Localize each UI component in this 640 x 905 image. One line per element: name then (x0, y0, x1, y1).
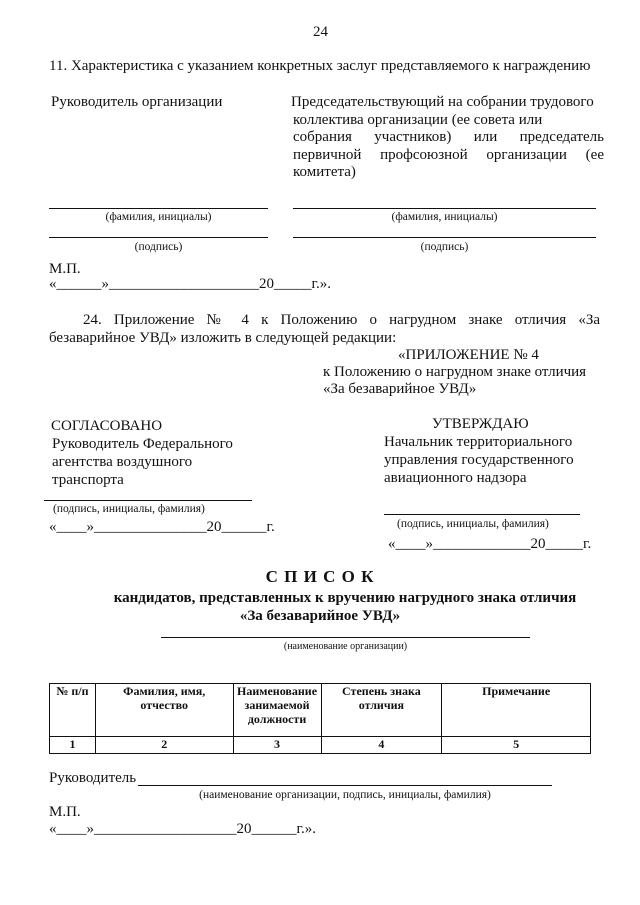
approve-signature-caption: (подпись, инициалы, фамилия) (397, 518, 549, 530)
approve-title: УТВЕРЖДАЮ (432, 416, 529, 432)
chair-line-3: собрания участников) или председатель (293, 129, 604, 145)
bottom-head-label: Руководитель (49, 770, 137, 786)
agreed-line-2: агентства воздушного (52, 454, 193, 470)
table-column-number-2: 2 (95, 737, 233, 754)
left-surname-caption: (фамилия, инициалы) (105, 211, 212, 223)
agreed-title: СОГЛАСОВАНО (51, 418, 163, 434)
agreed-signature-line (44, 500, 252, 501)
list-subtitle-1: кандидатов, представленных к вручению нагрудного знака отличия (113, 590, 577, 606)
signature-line-right-1 (293, 208, 596, 209)
approve-signature-line (384, 514, 580, 515)
left-signature-caption: (подпись) (134, 241, 183, 253)
appendix-title: «ПРИЛОЖЕНИЕ № 4 (398, 347, 539, 363)
table-column-number-3: 3 (233, 737, 321, 754)
appendix-line-2: к Положению о нагрудном знаке отличия (323, 364, 587, 380)
signature-line-right-2 (293, 237, 596, 238)
chair-line-4: первичной профсоюзной организации (ее (293, 147, 604, 163)
paragraph-24-line-1: 24. Приложение № 4 к Положению о нагрудном знаке отличия «За (83, 312, 600, 328)
signature-line-left-1 (49, 208, 268, 209)
right-signature-caption: (подпись) (420, 241, 469, 253)
item-11-heading: 11. Характеристика с указанием конкретных заслуг представляемого к награждению (49, 58, 591, 74)
bottom-stamp-place-label: М.П. (49, 804, 81, 820)
table-header-number: № п/п (50, 684, 96, 737)
agreed-line-3: транспорта (52, 472, 124, 488)
chair-line-1: Председательствующий на собрании трудового (291, 94, 594, 110)
approve-line-3: авиационного надзора (384, 470, 527, 486)
organization-name-line (161, 637, 530, 638)
table-header-position: Наименование занимаемой должности (233, 684, 321, 737)
agreed-signature-caption: (подпись, инициалы, фамилия) (53, 503, 205, 515)
right-surname-caption: (фамилия, инициалы) (391, 211, 498, 223)
approve-line-2: управления государственного (384, 452, 574, 468)
approve-date: «____»_____________20_____г. (388, 536, 592, 552)
head-of-organization-label: Руководитель организации (51, 94, 223, 110)
table-header-note: Примечание (442, 684, 591, 737)
chair-line-2: коллектива организации (ее совета или (293, 112, 543, 128)
bottom-head-caption: (наименование организации, подпись, инициалы, фамилия) (199, 789, 491, 801)
bottom-date-line: «____»___________________20______г.». (49, 821, 316, 837)
table-column-number-4: 4 (321, 737, 442, 754)
bottom-head-signature-line (138, 785, 552, 786)
table-column-number-1: 1 (50, 737, 96, 754)
chair-line-5: комитета) (293, 164, 356, 180)
approve-line-1: Начальник территориального (384, 434, 573, 450)
agreed-line-1: Руководитель Федерального (52, 436, 233, 452)
organization-name-caption: (наименование организации) (283, 641, 408, 652)
agreed-date: «____»_______________20______г. (49, 519, 275, 535)
signature-line-left-2 (49, 237, 268, 238)
appendix-line-3: «За безаварийное УВД» (323, 381, 477, 397)
list-title: С П И С О К (265, 567, 375, 586)
table-column-number-5: 5 (442, 737, 591, 754)
list-subtitle-2: «За безаварийное УВД» (239, 608, 401, 624)
table-header-full-name: Фамилия, имя, отчество (95, 684, 233, 737)
date-line-1: «______»____________________20_____г.». (49, 276, 331, 292)
page-number: 24 (313, 24, 328, 40)
paragraph-24-line-2: безаварийное УВД» изложить в следующей редакции: (49, 330, 397, 346)
candidates-table (49, 683, 591, 754)
stamp-place-label: М.П. (49, 261, 81, 277)
table-header-badge-degree: Степень знака отличия (321, 684, 442, 737)
